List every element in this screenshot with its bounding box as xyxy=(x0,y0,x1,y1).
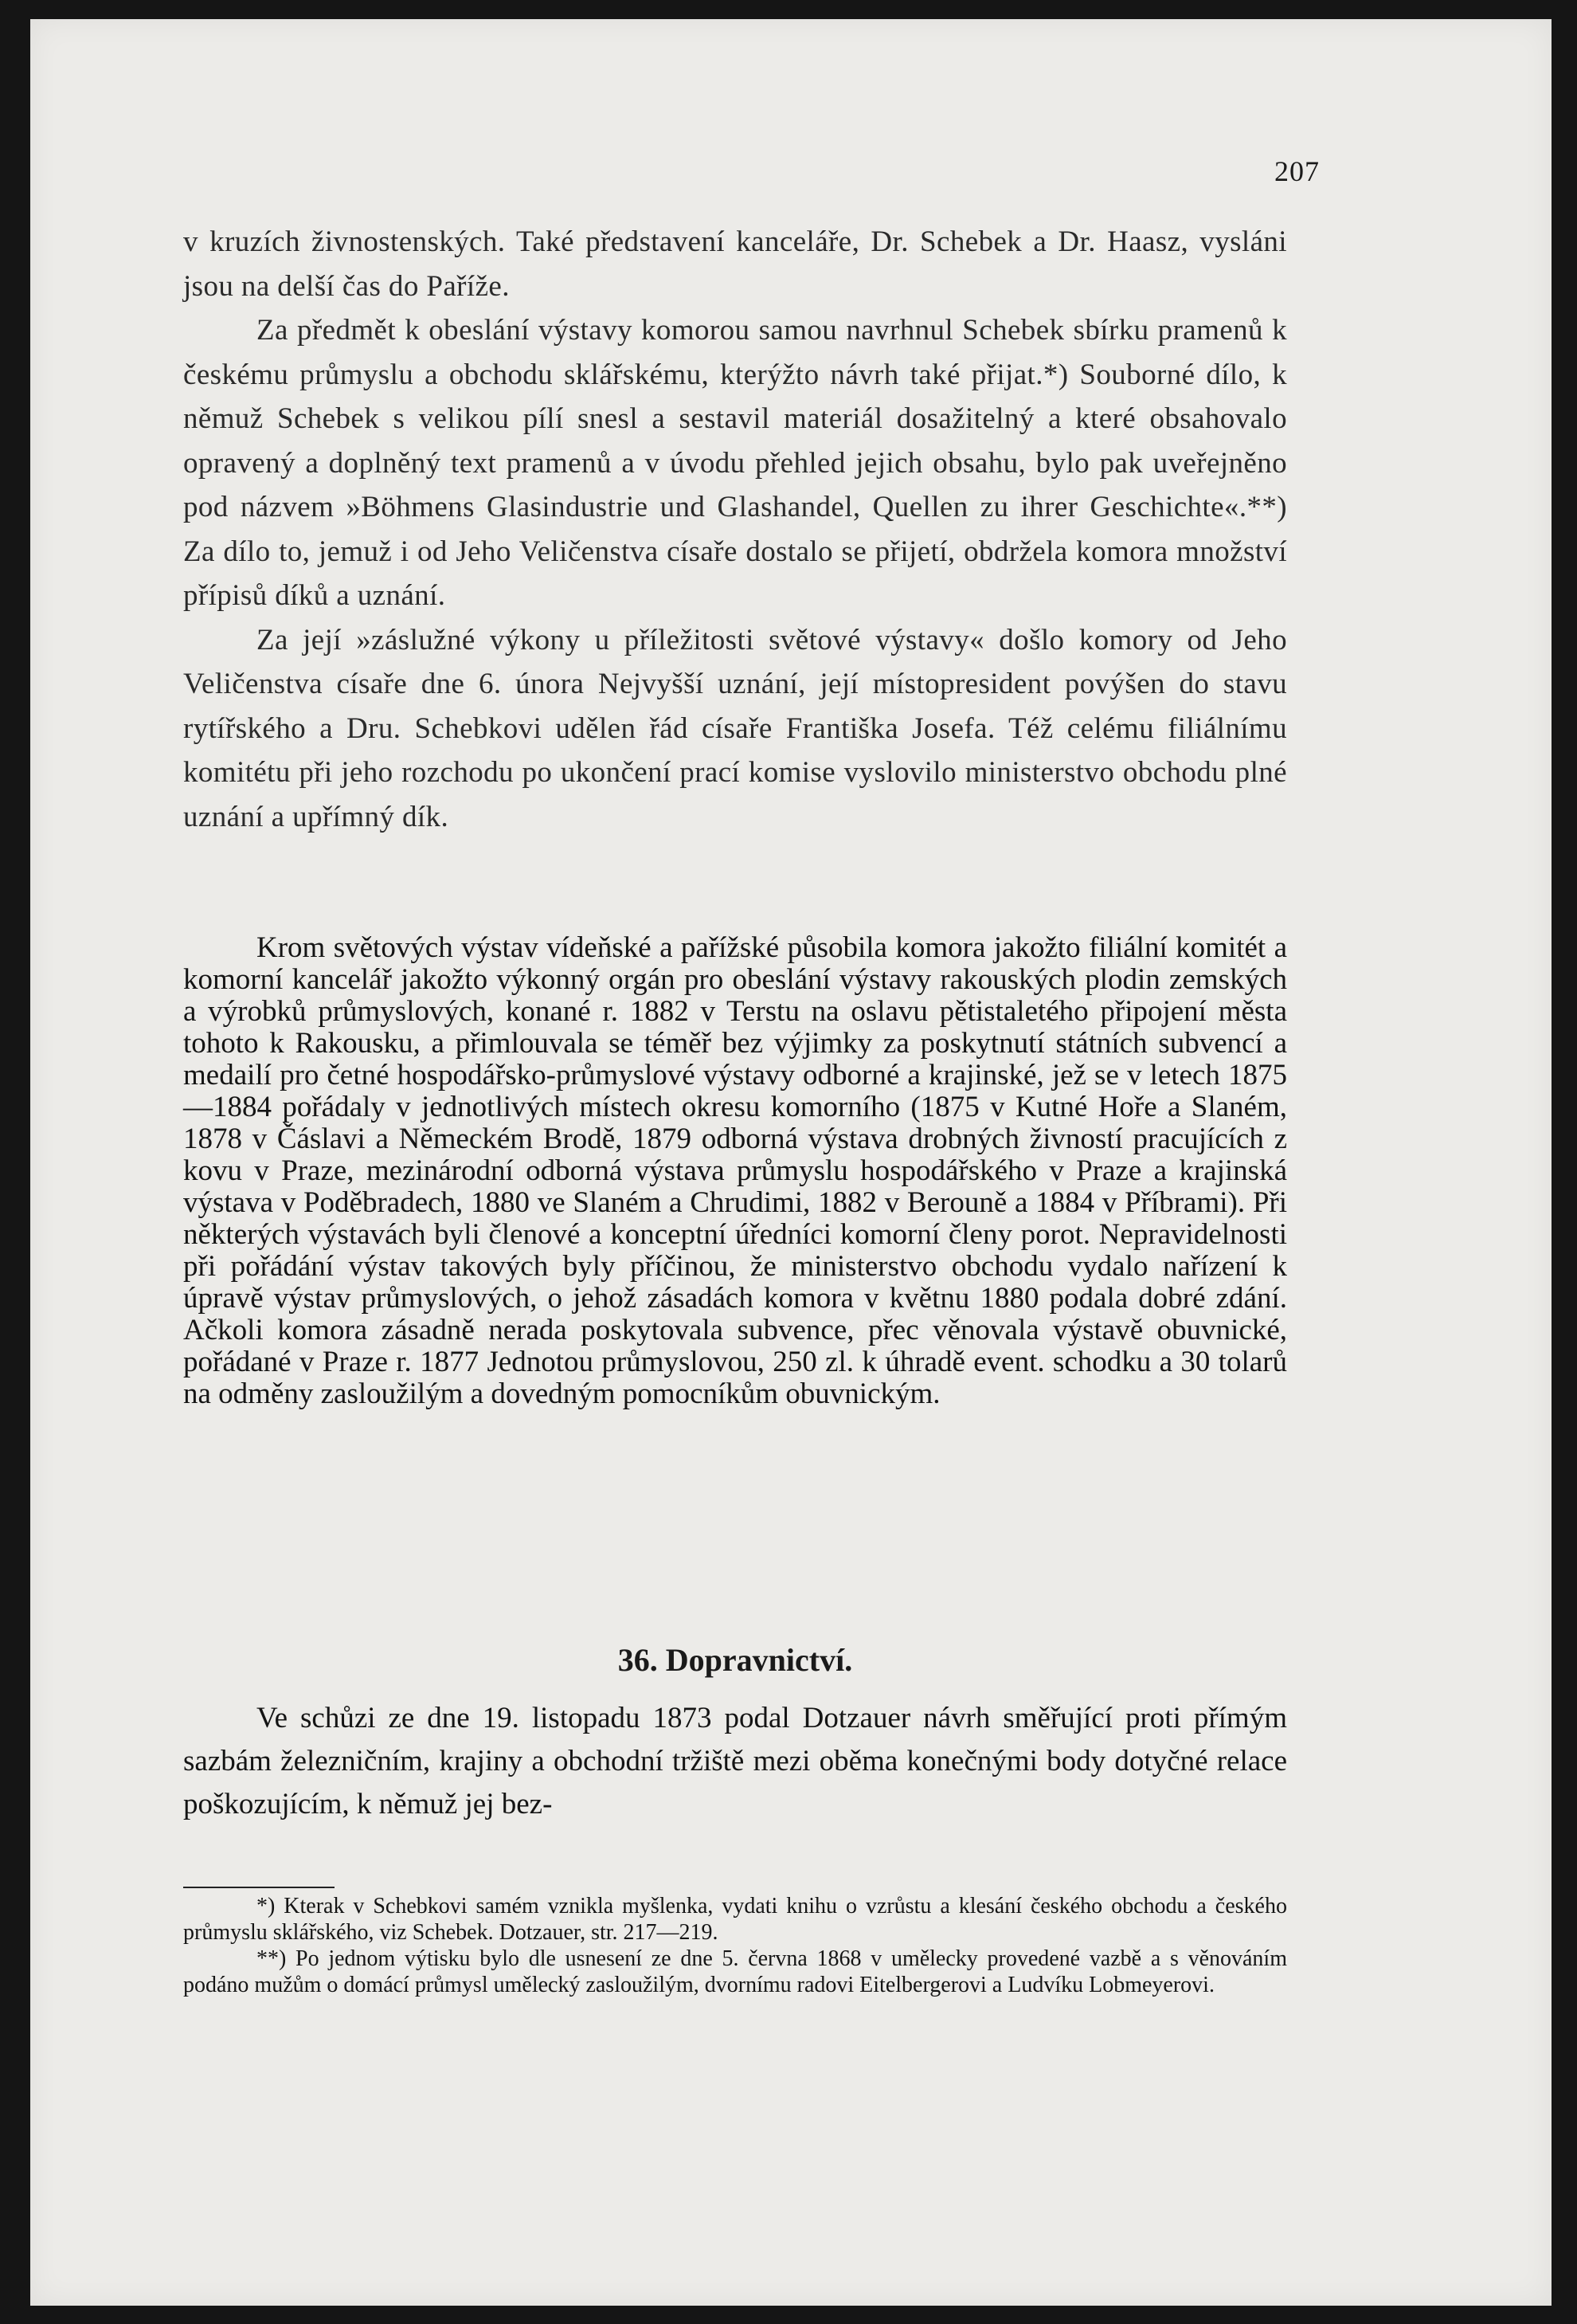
paragraph: Krom světových výstav vídeňské a pařížské působila komora jakožto filiální komitét a komorní kancelář jakožto výkonný orgán pro obeslání výstavy rakouských plodin zemských a výrobků průmyslových, konané r. 1882 v Terstu na oslavu pětistaletého připojení města tohoto k Rakousku, a přimlouvala se téměř bez výjimky za poskytnutí státních subvencí a medailí pro četné hospodářsko-průmyslové výstavy odborné a krajinské, jež se v letech 1875—1884 pořádaly v jednotlivých místech okresu komorního (1875 v Kutné Hoře a Slaném, 1878 v Čáslavi a Německém Brodě, 1879 odborná výstava drobných živností pracujících z kovu v Praze, mezinárodní odborná výstava průmyslu hospodářského v Praze a krajinská výstava v Poděbradech, 1880 ve Slaném a Chrudimi, 1882 v Berouně a 1884 v Příbrami). Při některých výstavách byli členové a konceptní úředníci komorní členy porot. Nepravidelnosti při pořádání výstav takových byly příčinou, že ministerstvo obchodu vydalo nařízení k úpravě výstav průmyslových, o jehož zásadách komora v květnu 1880 podala dobré zdání. Ačkoli komora zásadně nerada poskytovala subvence, přec věnovala výstavě obuvnické, pořádané v Praze r. 1877 Jednotou průmyslovou, 250 zl. k úhradě event. schodku a 30 tolarů na odměny zasloužilým a dovedným pomocníkům obuvnickým. xyxy=(183,931,1287,1410)
paragraph: Za její »záslužné výkony u příležitosti světové výstavy« došlo komory od Jeho Veličenstva císaře dne 6. února Nejvyšší uznání, její místopresident povýšen do stavu rytířského a Dru. Schebkovi udělen řád císaře Františka Josefa. Též celému filiálnímu komitétu při jeho rozchodu po ukončení prací komise vyslovilo ministerstvo obchodu plné uznání a upřímný dík. xyxy=(183,623,1287,833)
paragraph: Ve schůzi ze dne 19. listopadu 1873 podal Dotzauer návrh směřující proti přímým sazbám železničním, krajiny a obchodní tržiště mezi oběma konečnými body dotyčné relace poškozujícím, k němuž jej bez- xyxy=(183,1702,1287,1820)
footnote: **) Po jednom výtisku bylo dle usnesení ze dne 5. června 1868 v umělecky provedené vazbě a s věnováním podáno mužům o domácí průmysl umělecký zasloužilým, dvornímu radovi Eitelbergerovi a Ludvíku Lobmeyerovi. xyxy=(183,1946,1287,1997)
page-number: 207 xyxy=(1274,155,1320,187)
section-exhibitions-text xyxy=(183,932,1287,1410)
paragraph: Za předmět k obeslání výstavy komorou samou navrhnul Schebek sbírku pramenů k českému průmyslu a obchodu sklářskému, kterýžto návrh také přijat.*) Souborné dílo, k němuž Schebek s velikou pílí snesl a sestavil materiál dosažitelný a které obsahovalo opravený a doplněný text pramenů a v úvodu přehled jejich obsahu, bylo pak uveřejněno pod názvem »Böhmens Glasindustrie und Glashandel, Quellen zu ihrer Geschichte«.**) Za dílo to, jemuž i od Jeho Veličenstva císaře dostalo se přijetí, obdržela komora množství přípisů díků a uznání. xyxy=(183,314,1287,612)
section-heading: 36. Dopravnictví. xyxy=(617,1642,853,1678)
footnote-divider xyxy=(183,1887,335,1888)
footnote: *) Kterak v Schebkovi samém vznikla myšlenka, vydati knihu o vzrůstu a klesání českého obchodu a českého průmyslu sklářského, viz Schebek. Dotzauer, str. 217—219. xyxy=(183,1894,1287,1945)
paragraph: v kruzích živnostenských. Také představení kanceláře, Dr. Schebek a Dr. Haasz, vysláni jsou na delší čas do Paříže. xyxy=(183,225,1287,303)
section-world-exhibition-text xyxy=(183,220,1287,839)
section-transport-text xyxy=(183,1697,1287,1826)
footnotes xyxy=(183,1893,1287,1998)
